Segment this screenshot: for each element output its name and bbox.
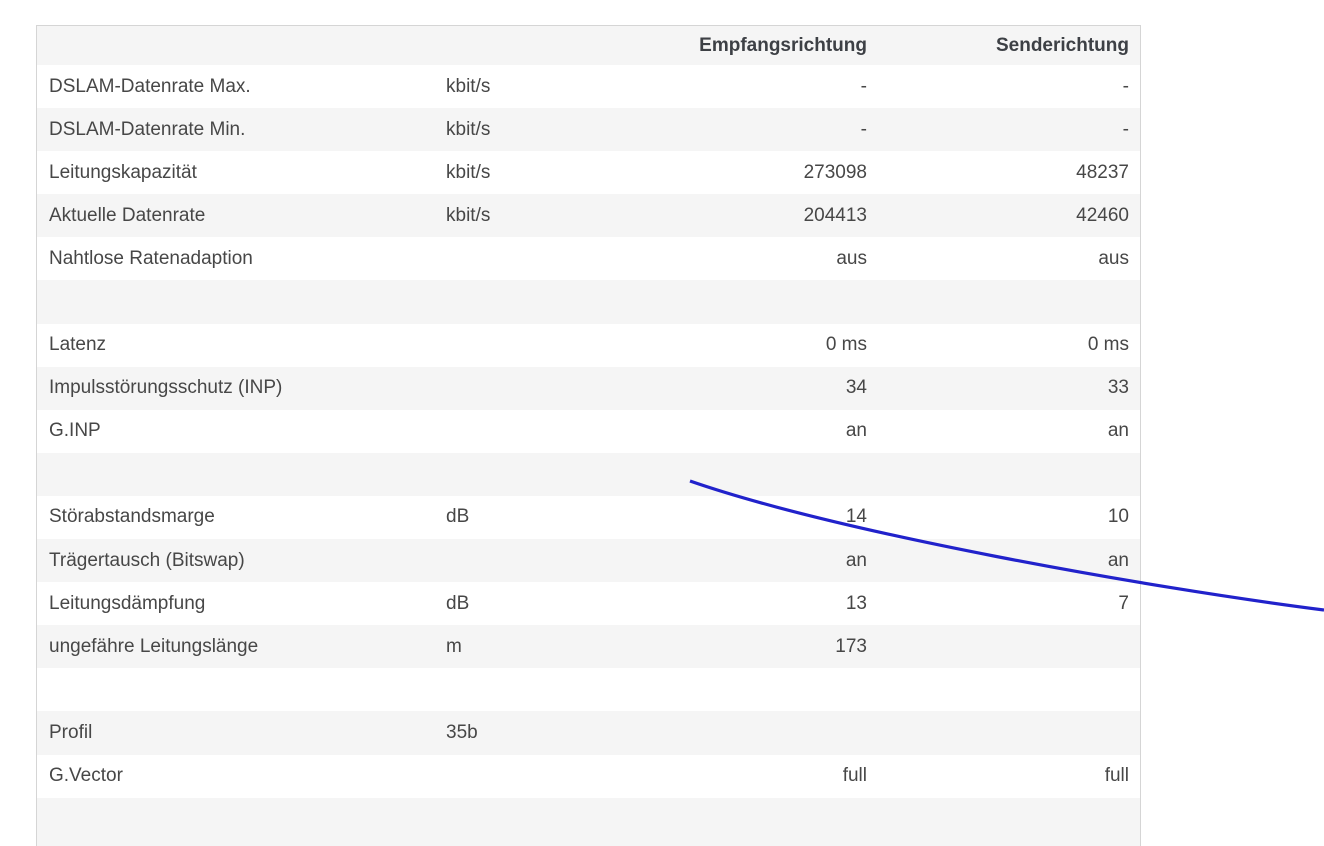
table-row <box>37 539 1140 582</box>
table-row <box>37 151 1140 194</box>
header-empty-unit-cell <box>446 26 651 65</box>
table-row <box>37 582 1140 625</box>
row-value-senderichtung: 33 <box>1107 377 1129 399</box>
row-value-empfangsrichtung: 13 <box>845 592 867 614</box>
row-unit: m <box>446 635 462 657</box>
row-unit <box>446 668 651 711</box>
row-unit: kbit/s <box>446 161 491 183</box>
table-row <box>37 324 1140 367</box>
row-value-empfangsrichtung <box>651 453 867 496</box>
row-value-empfangsrichtung: an <box>845 420 867 442</box>
row-value-senderichtung: 48237 <box>1076 161 1129 183</box>
row-unit: dB <box>446 506 470 528</box>
row-value-senderichtung: an <box>1107 420 1129 442</box>
row-value-senderichtung: aus <box>1098 247 1129 269</box>
row-unit <box>446 453 651 496</box>
row-label: DSLAM-Datenrate Max. <box>49 75 251 97</box>
row-value-empfangsrichtung: 173 <box>835 635 867 657</box>
table-row <box>37 194 1140 237</box>
row-value-senderichtung <box>867 453 1140 496</box>
row-label <box>37 798 446 846</box>
row-value-empfangsrichtung: - <box>860 118 867 140</box>
row-value-senderichtung: 7 <box>1118 592 1129 614</box>
row-value-empfangsrichtung <box>651 711 867 754</box>
row-unit <box>446 280 651 323</box>
row-value-senderichtung <box>867 798 1140 846</box>
row-unit <box>446 324 651 367</box>
row-value-senderichtung <box>867 711 1140 754</box>
row-value-senderichtung <box>867 280 1140 323</box>
row-value-senderichtung: 42460 <box>1076 204 1129 226</box>
row-unit <box>446 755 651 798</box>
dsl-stats-table <box>37 26 1140 846</box>
row-label: DSLAM-Datenrate Min. <box>49 118 246 140</box>
row-label: Aktuelle Datenrate <box>49 204 206 226</box>
table-row <box>37 280 1140 323</box>
header-empty-label-cell <box>37 26 446 65</box>
column-header-empfangsrichtung: Empfangsrichtung <box>699 34 867 56</box>
table-row <box>37 625 1140 668</box>
row-label: ungefähre Leitungslänge <box>49 635 259 657</box>
row-unit <box>446 410 651 453</box>
row-value-senderichtung: 10 <box>1107 506 1129 528</box>
row-label: G.Vector <box>49 765 123 787</box>
row-value-empfangsrichtung: an <box>845 549 867 571</box>
table-header-row <box>37 26 1140 65</box>
row-label <box>37 668 446 711</box>
row-value-empfangsrichtung: aus <box>836 247 867 269</box>
row-unit: kbit/s <box>446 75 491 97</box>
dsl-info-table <box>36 25 1141 846</box>
row-unit: kbit/s <box>446 118 491 140</box>
row-value-empfangsrichtung: 0 ms <box>825 334 867 356</box>
row-unit <box>446 539 651 582</box>
row-value-empfangsrichtung <box>651 668 867 711</box>
row-value-empfangsrichtung: full <box>842 765 867 787</box>
row-label: Profil <box>49 721 93 743</box>
table-row <box>37 453 1140 496</box>
row-unit: kbit/s <box>446 204 491 226</box>
row-label: Trägertausch (Bitswap) <box>49 549 245 571</box>
column-header-senderichtung: Senderichtung <box>995 34 1129 56</box>
row-label: Nahtlose Ratenadaption <box>49 247 253 269</box>
row-value-senderichtung <box>867 668 1140 711</box>
row-value-empfangsrichtung: - <box>860 75 867 97</box>
row-value-empfangsrichtung <box>651 798 867 846</box>
table-row <box>37 108 1140 151</box>
table-row <box>37 237 1140 280</box>
row-unit: dB <box>446 592 470 614</box>
row-value-senderichtung: 0 ms <box>1087 334 1129 356</box>
row-value-empfangsrichtung: 273098 <box>803 161 867 183</box>
row-value-senderichtung: an <box>1107 549 1129 571</box>
row-label: Leitungskapazität <box>49 161 197 183</box>
row-label <box>37 453 446 496</box>
row-value-empfangsrichtung: 204413 <box>803 204 867 226</box>
row-unit <box>446 367 651 410</box>
row-label: Leitungsdämpfung <box>49 592 206 614</box>
row-label <box>37 280 446 323</box>
table-row <box>37 668 1140 711</box>
table-row <box>37 711 1140 754</box>
row-value-senderichtung: full <box>1104 765 1129 787</box>
row-label: Latenz <box>49 334 107 356</box>
table-row <box>37 496 1140 539</box>
row-value-senderichtung: - <box>1122 118 1129 140</box>
row-unit <box>446 798 651 846</box>
row-value-empfangsrichtung: 14 <box>845 506 867 528</box>
row-label: Störabstandsmarge <box>49 506 215 528</box>
table-row <box>37 65 1140 108</box>
table-row <box>37 798 1140 846</box>
table-row <box>37 410 1140 453</box>
row-label: G.INP <box>49 420 101 442</box>
row-unit: 35b <box>446 721 478 743</box>
row-label: Impulsstörungsschutz (INP) <box>49 377 283 399</box>
table-row <box>37 367 1140 410</box>
row-value-senderichtung <box>867 625 1140 668</box>
row-value-empfangsrichtung <box>651 280 867 323</box>
row-value-senderichtung: - <box>1122 75 1129 97</box>
table-row <box>37 755 1140 798</box>
row-unit <box>446 237 651 280</box>
row-value-empfangsrichtung: 34 <box>845 377 867 399</box>
